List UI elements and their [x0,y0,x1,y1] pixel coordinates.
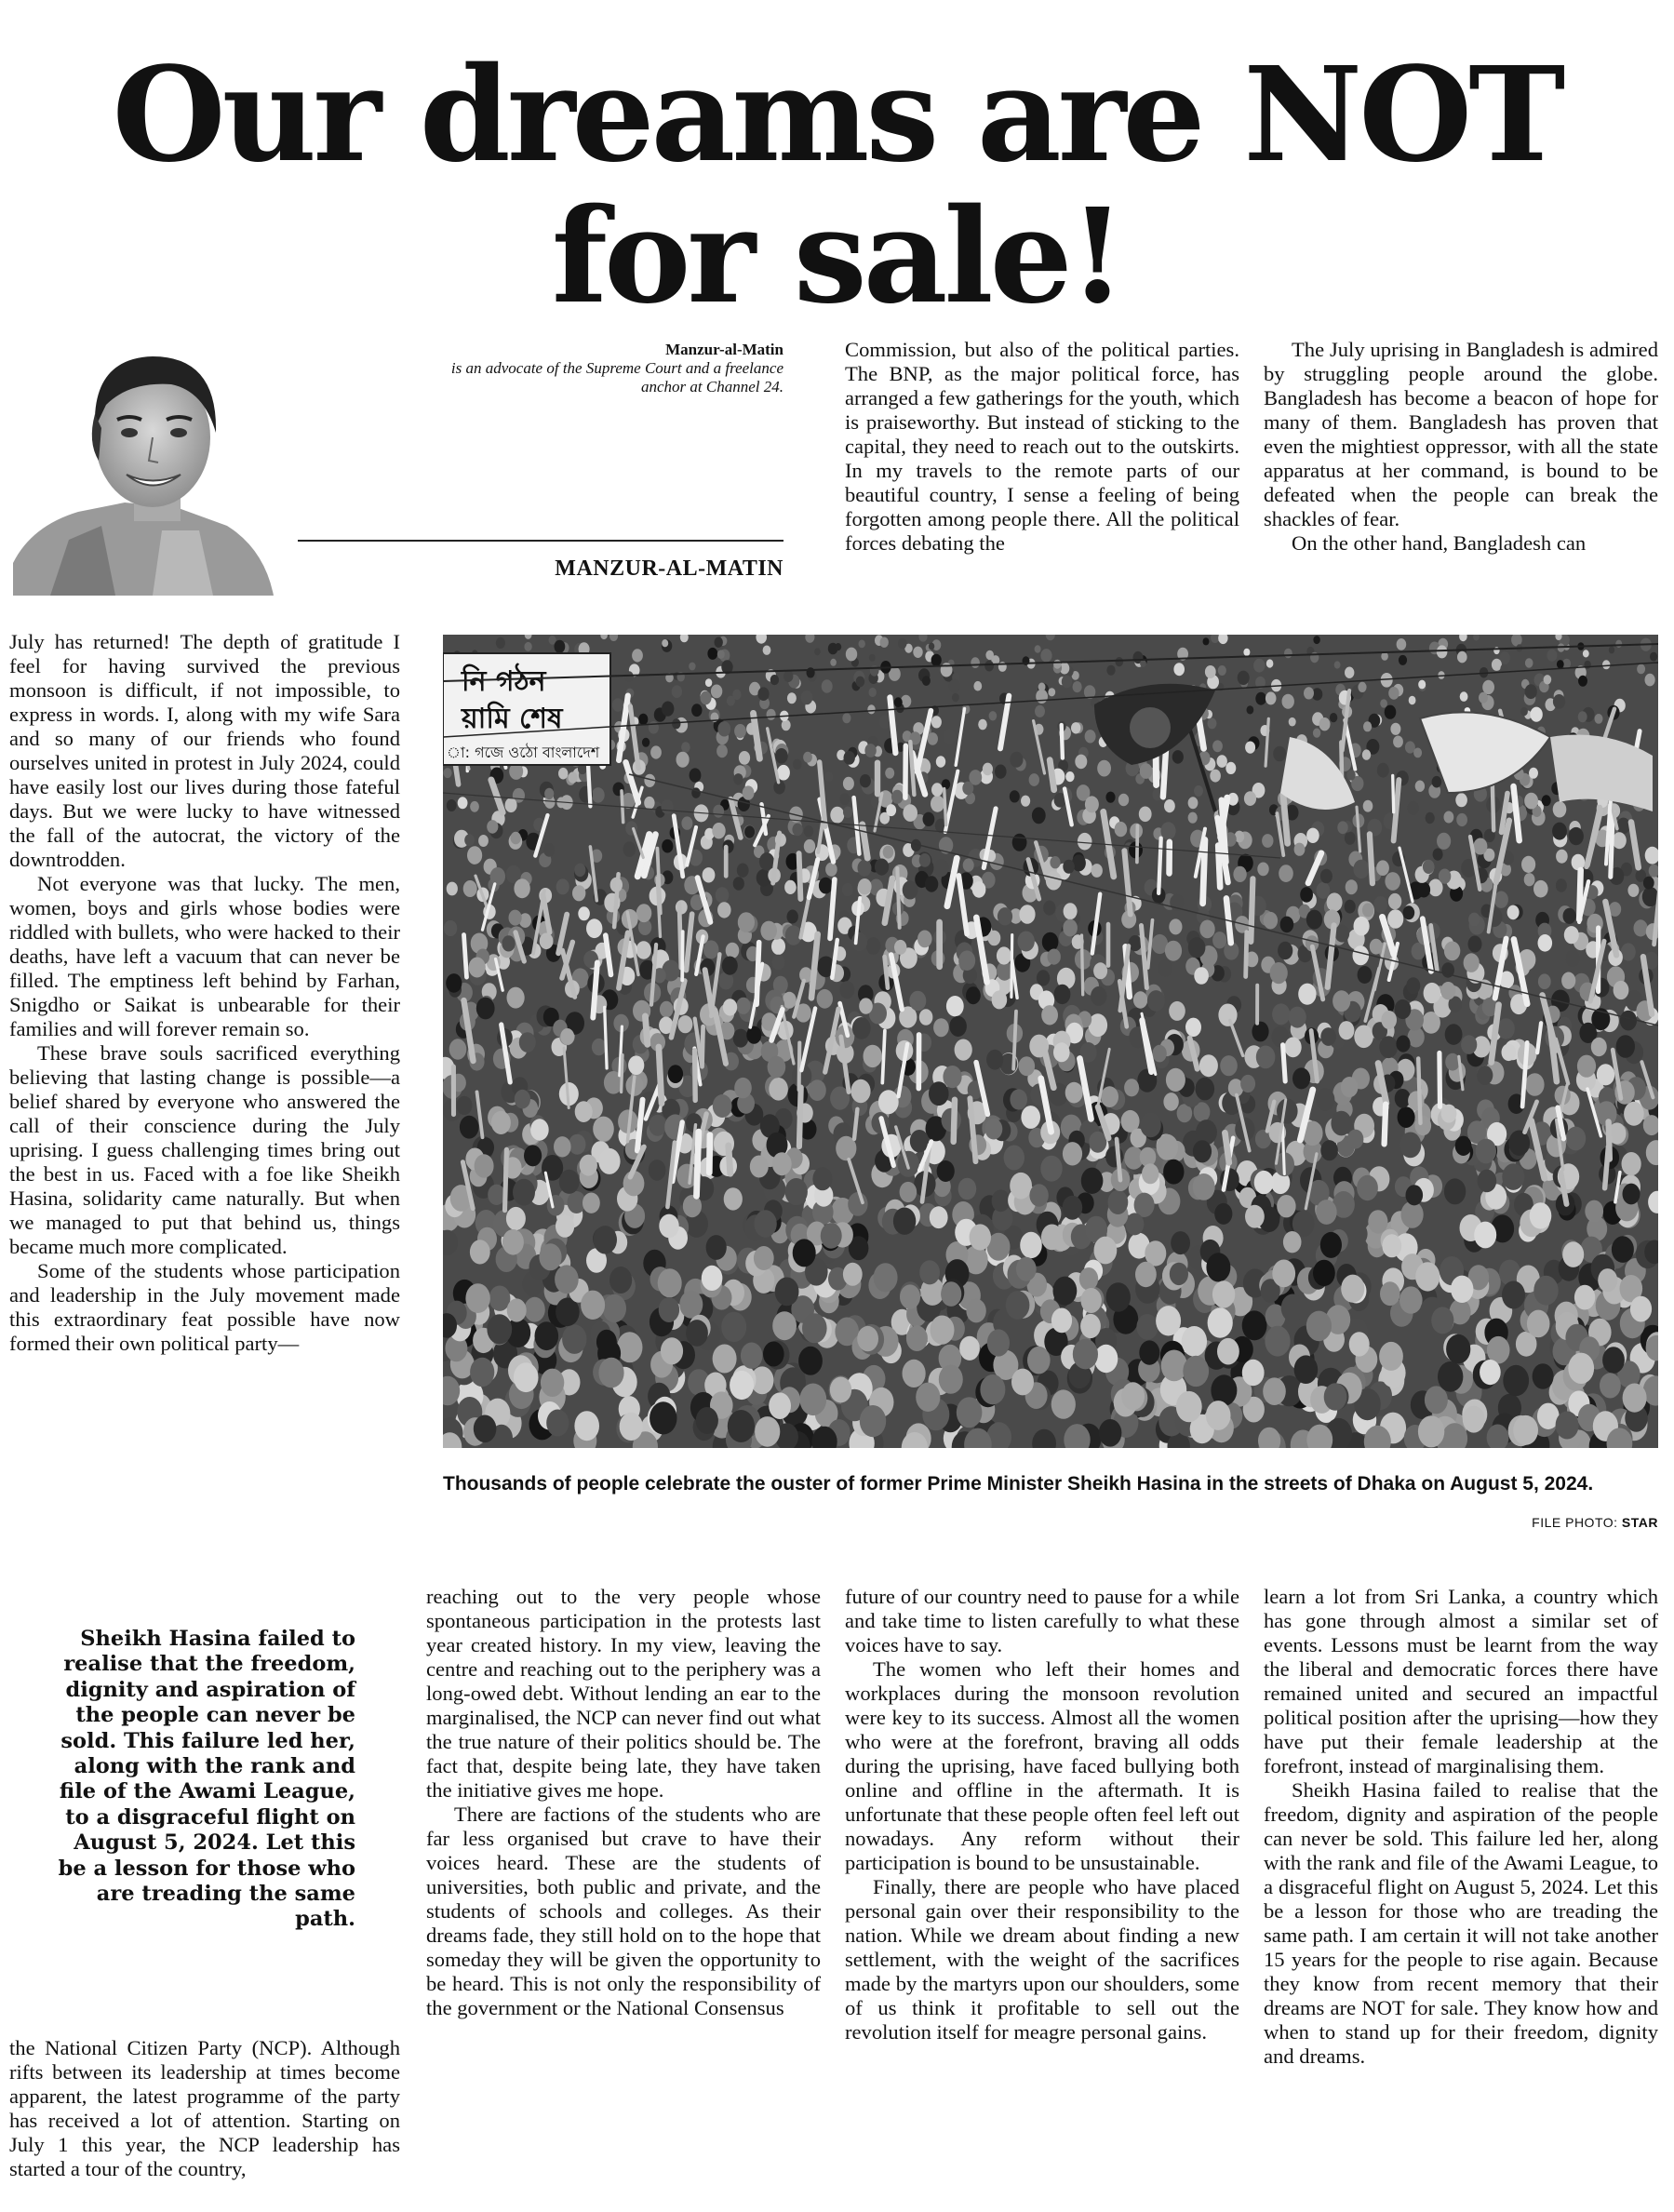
paragraph: July has returned! The depth of gratitude I feel for having survived the previous monsoon is difficult, if not impossible, to express in words. I, along with my wife Sara and so many of our friends who found ourselves united in protest in July 2024, could have easily lost our lives during those fateful days. But we were lucky to have witnessed the fall of the autocrat, the victory of the downtrodden. [9,630,400,871]
author-portrait [13,340,301,596]
protest-banner [443,653,610,765]
crowd-photo [443,635,1658,1448]
paragraph: Sheikh Hasina failed to realise that the freedom, dignity and aspiration of the people can never be sold. This failure led her, along with the rank and file of the Awami League, to a disgraceful flight on August 5, 2024. Let this be a lesson for those who are treading the same path. I am certain it will not take another 15 years for the people to rise again. Because they know from recent memory that their dreams are NOT for sale. They know how and when to stand up for their freedom, dignity and dreams. [1264,1778,1658,2068]
credit-prefix: FILE PHOTO: [1532,1515,1618,1530]
paragraph: The July uprising in Bangladesh is admired by struggling people around the globe. Bangladesh has become a beacon of hope for many of them. Bangladesh has proven that even the mightiest oppressor, with all the state apparatus at her command, is bound to be defeated when the people can break the shackles of fear. [1264,338,1658,530]
column-2 [426,1585,821,2020]
column-4-bottom [1264,1585,1658,2069]
byline-name: Manzur-al-Matin [665,341,783,358]
photo-caption: Thousands of people celebrate the ouster of former Prime Minister Sheikh Hasina in the streets of Dhaka on August 5, 2024. [443,1473,1594,1495]
paragraph: learn a lot from Sri Lanka, a country which has gone through almost a similar set of events. Lessons must be learnt from the way the liberal and democratic forces there have remained united and secured an impactful political position after the uprising—how they have put their female leadership at the forefront, instead of marginalising them. [1264,1585,1658,1777]
paragraph: reaching out to the very people whose spontaneous participation in the protests last year created history. In my view, leaving the centre and reaching out to the periphery was a long-owed debt. Without lending an ear to the marginalised, the NCP can never find out what the true nature of their politics should be. The fact that, despite being late, they have taken the initiative gives me hope. [426,1585,821,1802]
author-name: MANZUR-AL-MATIN [555,556,783,581]
paragraph: future of our country need to pause for a while and take time to listen carefully to what these voices have to say. [845,1585,1239,1656]
paragraph: The women who left their homes and workplaces during the monsoon revolution were key to its success. Almost all the women who were at the forefront, braving all odds during the uprising, have faced bullying both online and offline in the aftermath. It is unfortunate that these people often feel left out nowadays. Any reform without their participation is bound to be unsustainable. [845,1657,1239,1874]
credit-source: STAR [1621,1515,1658,1530]
column-1-bottom [9,2036,400,2181]
paragraph: Some of the students whose participation and leadership in the July movement made this extraordinary feat possible have now formed their own political party— [9,1259,400,1355]
pull-quote: Sheikh Hasina failed to realise that the freedom, dignity and aspiration of the people can never be sold. This failure led her, along with the rank and file of the Awami League, to a disgraceful flight on August 5, 2024. Let this be a lesson for those who are treading the same path. [58,1627,355,1932]
author-divider [298,540,783,542]
headline-line-1: Our dreams are NOT [112,39,1562,192]
banner-text-3: া: গজে ওঠো বাংলাদেশ [447,744,600,761]
author-byline [437,341,783,396]
byline-description: is an advocate of the Supreme Court and a freelance anchor at Channel 24. [450,359,783,395]
paragraph: These brave souls sacrificed everything believing that lasting change is possible—a belief shared by everyone who answered the call of their conscience during the July uprising. I guess challenging times bring out the best in us. Faced with a foe like Sheikh Hasina, solidarity came naturally. But when we managed to put that behind us, things became much more complicated. [9,1041,400,1258]
paragraph: Finally, there are people who have placed personal gain over their responsibility to the nation. While we dream about finding a new settlement, with the weight of the sacrifices made by the martyrs upon our shoulders, some of us think it profitable to sell out the revolution itself for meagre personal gains. [845,1875,1239,2044]
paragraph: On the other hand, Bangladesh can [1292,531,1587,555]
crowd-image [443,635,1658,1448]
paragraph: Not everyone was that lucky. The men, women, boys and girls whose bodies were riddled with bullets, who were hacked to their deaths, have left a vacuum that can never be filled. The emptiness left behind by Farhan, Snigdho or Saikat is unbearable for their families and will forever remain so. [9,872,400,1040]
headline [0,39,1674,333]
column-3-bottom [845,1585,1239,2044]
column-3-top [845,338,1239,556]
paragraph: the National Citizen Party (NCP). Although rifts between its leadership at times become apparent, the latest programme of the party has received a lot of attention. Starting on July 1 this year, the NCP leadership has started a tour of the country, [9,2036,400,2180]
column-4-top [1264,338,1658,556]
banner-text-1: নি গঠন [462,665,546,698]
headline-line-2: for sale! [551,181,1123,333]
photo-credit [1303,1515,1658,1530]
column-1-top [9,630,400,1356]
paragraph: Commission, but also of the political parties. The BNP, as the major political force, has arranged a few gatherings for the youth, which is praiseworthy. But instead of sticking to the capital, they need to reach out to the outskirts. In my travels to the remote parts of our beautiful country, I sense a feeling of being forgotten among people there. All the political forces debating the [845,338,1239,555]
paragraph: There are factions of the students who are far less organised but crave to have their voices heard. These are the students of universities, both public and private, and the students of schools and colleges. As their dreams fade, they still hold on to the hope that someday they will be given the opportunity to be heard. This is not only the responsibility of the government or the National Consensus [426,1803,821,2019]
banner-text-2: য়ামি শেষ [462,703,563,735]
